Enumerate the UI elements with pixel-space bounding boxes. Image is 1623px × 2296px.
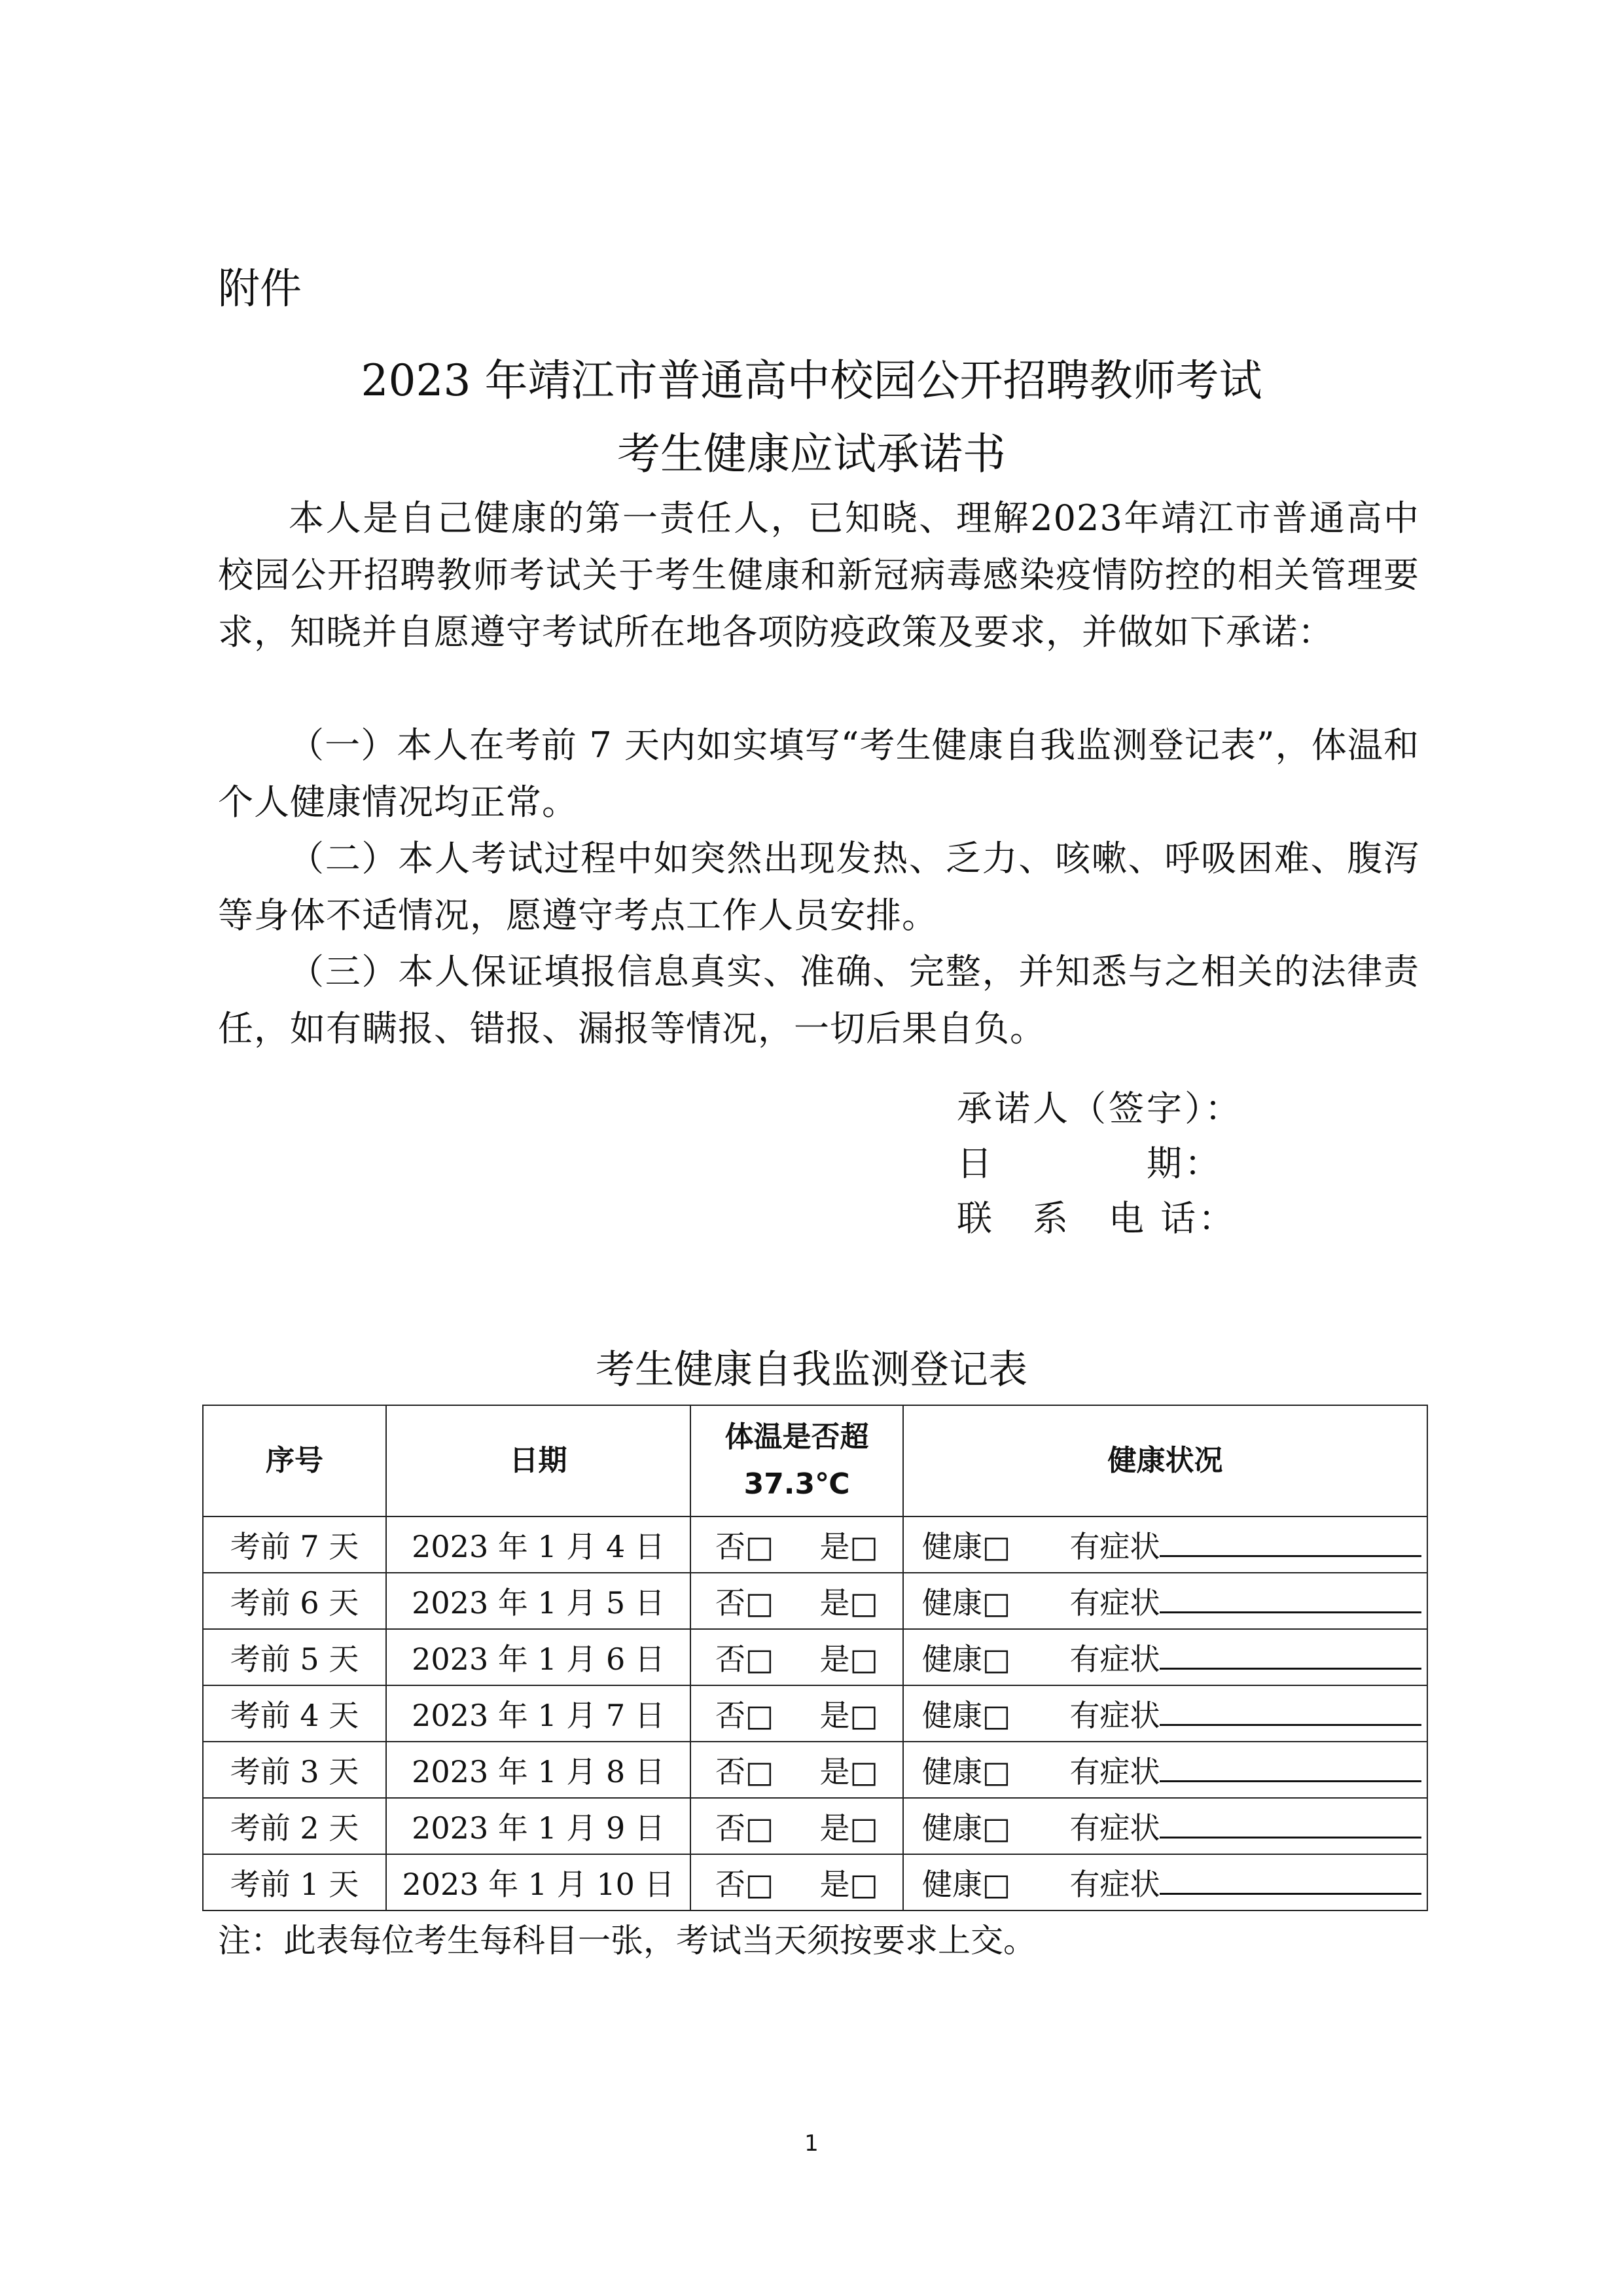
symptom-blank-line[interactable]	[1160, 1750, 1421, 1782]
row-date: 2023 年 1 月 8 日	[386, 1742, 690, 1798]
table-row	[203, 1629, 1427, 1685]
row-seq: 考前 3 天	[203, 1742, 386, 1798]
symptom-label: 有症状	[1069, 1585, 1160, 1621]
row-seq: 考前 6 天	[203, 1573, 386, 1629]
table-row	[203, 1573, 1427, 1629]
page-title: 2023 年靖江市普通高中校园公开招聘教师考试	[361, 355, 1262, 406]
temp-yes-checkbox[interactable]: 是□	[819, 1529, 878, 1564]
symptom-label: 有症状	[1069, 1641, 1160, 1677]
row-date: 2023 年 1 月 6 日	[386, 1629, 690, 1685]
temp-no-checkbox[interactable]: 否□	[715, 1529, 774, 1564]
attachment-label: 附件	[218, 265, 302, 314]
row-temp	[690, 1629, 903, 1685]
temp-yes-checkbox[interactable]: 是□	[819, 1641, 878, 1677]
healthy-checkbox[interactable]: 健康□	[922, 1641, 1011, 1677]
temp-no-checkbox[interactable]: 否□	[715, 1698, 774, 1733]
row-date: 2023 年 1 月 4 日	[386, 1516, 690, 1573]
symptom-label: 有症状	[1069, 1867, 1160, 1902]
temp-no-checkbox[interactable]: 否□	[715, 1641, 774, 1677]
health-log-table	[202, 1405, 1428, 1911]
healthy-checkbox[interactable]: 健康□	[922, 1698, 1011, 1733]
row-health	[903, 1798, 1427, 1854]
row-seq: 考前 1 天	[203, 1854, 386, 1910]
page-number: 1	[804, 2130, 819, 2157]
temp-no-checkbox[interactable]: 否□	[715, 1867, 774, 1902]
row-temp	[690, 1573, 903, 1629]
phone-label: 联 系 电 话：	[957, 1198, 1237, 1239]
row-date: 2023 年 1 月 9 日	[386, 1798, 690, 1854]
temp-yes-checkbox[interactable]: 是□	[819, 1754, 878, 1789]
table-note: 注：此表每位考生每科目一张，考试当天须按要求上交。	[218, 1922, 1036, 1960]
symptom-label: 有症状	[1069, 1529, 1160, 1564]
header-health: 健康状况	[903, 1405, 1427, 1516]
row-health	[903, 1854, 1427, 1910]
temp-yes-checkbox[interactable]: 是□	[819, 1810, 878, 1846]
header-temp-line2: 37.3℃	[743, 1467, 850, 1501]
temp-no-checkbox[interactable]: 否□	[715, 1810, 774, 1846]
row-seq: 考前 2 天	[203, 1798, 386, 1854]
row-temp	[690, 1516, 903, 1573]
row-date: 2023 年 1 月 10 日	[386, 1854, 690, 1910]
temp-no-checkbox[interactable]: 否□	[715, 1754, 774, 1789]
temp-yes-checkbox[interactable]: 是□	[819, 1867, 878, 1902]
row-seq: 考前 7 天	[203, 1516, 386, 1573]
temp-yes-checkbox[interactable]: 是□	[819, 1698, 878, 1733]
pledge-item-3: （三）本人保证填报信息真实、准确、完整，并知悉与之相关的法律责任，如有瞒报、错报、漏报等情况，一切后果自负。	[218, 951, 1419, 1049]
signer-label: 承诺人（签字）：	[957, 1088, 1243, 1129]
row-health	[903, 1516, 1427, 1573]
table-row	[203, 1516, 1427, 1573]
row-date: 2023 年 1 月 5 日	[386, 1573, 690, 1629]
table-header-row	[203, 1405, 1427, 1516]
table-row	[203, 1742, 1427, 1798]
table-row	[203, 1685, 1427, 1742]
symptom-label: 有症状	[1069, 1810, 1160, 1846]
row-health	[903, 1742, 1427, 1798]
row-health	[903, 1685, 1427, 1742]
row-temp	[690, 1742, 903, 1798]
symptom-blank-line[interactable]	[1160, 1694, 1421, 1726]
header-temp	[690, 1405, 903, 1516]
row-date: 2023 年 1 月 7 日	[386, 1685, 690, 1742]
healthy-checkbox[interactable]: 健康□	[922, 1585, 1011, 1621]
pledge-item-1: （一）本人在考前 7 天内如实填写“考生健康自我监测登记表”，体温和个人健康情况均正常。	[218, 725, 1419, 823]
temp-yes-checkbox[interactable]: 是□	[819, 1585, 878, 1621]
symptom-label: 有症状	[1069, 1698, 1160, 1733]
row-temp	[690, 1798, 903, 1854]
symptom-blank-line[interactable]	[1160, 1863, 1421, 1895]
header-temp-line1: 体温是否超	[724, 1420, 869, 1454]
table-row	[203, 1798, 1427, 1854]
healthy-checkbox[interactable]: 健康□	[922, 1867, 1011, 1902]
healthy-checkbox[interactable]: 健康□	[922, 1810, 1011, 1846]
symptom-blank-line[interactable]	[1160, 1806, 1421, 1839]
header-seq: 序号	[203, 1405, 386, 1516]
symptom-label: 有症状	[1069, 1754, 1160, 1789]
row-seq: 考前 4 天	[203, 1685, 386, 1742]
date-label: 日 期：	[957, 1143, 1222, 1184]
symptom-blank-line[interactable]	[1160, 1638, 1421, 1670]
row-seq: 考前 5 天	[203, 1629, 386, 1685]
symptom-blank-line[interactable]	[1160, 1525, 1421, 1557]
row-temp	[690, 1685, 903, 1742]
row-temp	[690, 1854, 903, 1910]
symptom-blank-line[interactable]	[1160, 1581, 1421, 1613]
temp-no-checkbox[interactable]: 否□	[715, 1585, 774, 1621]
page-subtitle: 考生健康应试承诺书	[617, 429, 1006, 479]
intro-paragraph: 本人是自己健康的第一责任人，已知晓、理解2023年靖江市普通高中校园公开招聘教师考试关于考生健康和新冠病毒感染疫情防控的相关管理要求，知晓并自愿遵守考试所在地各项防疫政策及要求，并做如下承诺：	[218, 497, 1419, 653]
table-title: 考生健康自我监测登记表	[596, 1347, 1027, 1393]
healthy-checkbox[interactable]: 健康□	[922, 1754, 1011, 1789]
row-health	[903, 1573, 1427, 1629]
healthy-checkbox[interactable]: 健康□	[922, 1529, 1011, 1564]
header-date: 日期	[386, 1405, 690, 1516]
row-health	[903, 1629, 1427, 1685]
table-row	[203, 1854, 1427, 1910]
pledge-item-2: （二）本人考试过程中如突然出现发热、乏力、咳嗽、呼吸困难、腹泻等身体不适情况，愿遵守考点工作人员安排。	[218, 838, 1419, 936]
